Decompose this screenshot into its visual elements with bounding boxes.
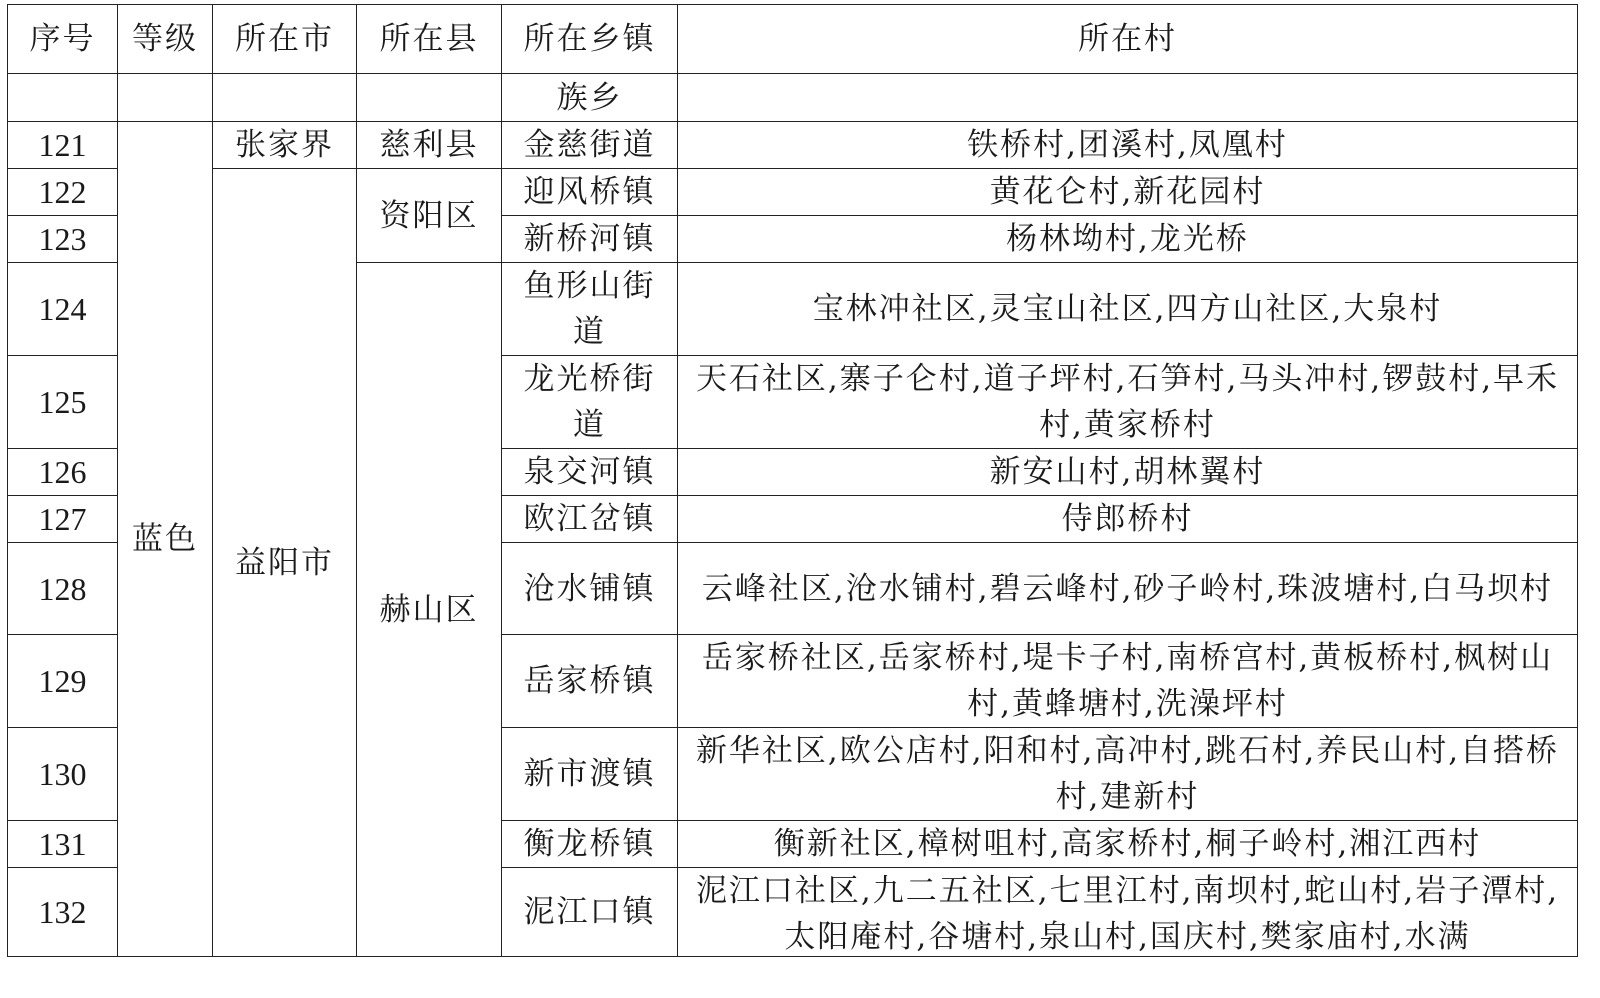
cell-town: 欧江岔镇 xyxy=(502,496,678,543)
cell-index: 124 xyxy=(8,263,118,356)
cell-villages: 云峰社区,沧水铺村,碧云峰村,砂子岭村,珠波塘村,白马坝村 xyxy=(678,543,1578,635)
cell-villages: 侍郎桥村 xyxy=(678,496,1578,543)
cell-index: 129 xyxy=(8,635,118,728)
cell-empty xyxy=(118,74,213,122)
header-level: 等级 xyxy=(118,5,213,74)
cell-villages: 新华社区,欧公店村,阳和村,高冲村,跳石村,养民山村,自搭桥村,建新村 xyxy=(678,728,1578,821)
cell-index: 121 xyxy=(8,122,118,169)
cell-index: 128 xyxy=(8,543,118,635)
continuation-row xyxy=(8,74,1578,122)
cell-villages: 铁桥村,团溪村,凤凰村 xyxy=(678,122,1578,169)
header-row xyxy=(8,5,1578,74)
table-row xyxy=(8,169,1578,216)
cell-county: 慈利县 xyxy=(357,122,502,169)
villages-text: 泥江口社区,九二五社区,七里江村,南坝村,蛇山村,岩子潭村,太阳庵村,谷塘村,泉山村,国庆村,樊家庙村,水满 xyxy=(695,873,1560,955)
cell-city: 张家界 xyxy=(213,122,357,169)
cell-villages: 衡新社区,樟树咀村,高家桥村,桐子岭村,湘江西村 xyxy=(678,821,1578,868)
cell-town: 龙光桥街道 xyxy=(502,356,678,449)
cell-town: 泥江口镇 xyxy=(502,868,678,957)
cell-town: 迎风桥镇 xyxy=(502,169,678,216)
header-county: 所在县 xyxy=(357,5,502,74)
cell-empty xyxy=(357,74,502,122)
cell-index: 126 xyxy=(8,449,118,496)
cell-index: 130 xyxy=(8,728,118,821)
cell-town: 族乡 xyxy=(502,74,678,122)
cell-town: 沧水铺镇 xyxy=(502,543,678,635)
cell-villages: 新安山村,胡林翼村 xyxy=(678,449,1578,496)
cell-villages: 天石社区,寨子仑村,道子坪村,石笋村,马头冲村,锣鼓村,早禾村,黄家桥村 xyxy=(678,356,1578,449)
cell-villages: 杨林坳村,龙光桥 xyxy=(678,216,1578,263)
cell-town: 新桥河镇 xyxy=(502,216,678,263)
cell-index: 122 xyxy=(8,169,118,216)
cell-villages xyxy=(678,868,1578,957)
cell-town: 衡龙桥镇 xyxy=(502,821,678,868)
cell-county: 赫山区 xyxy=(357,263,502,957)
cell-index: 131 xyxy=(8,821,118,868)
cell-villages: 宝林冲社区,灵宝山社区,四方山社区,大泉村 xyxy=(678,263,1578,356)
cell-empty xyxy=(678,74,1578,122)
cell-city: 益阳市 xyxy=(213,169,357,957)
header-village: 所在村 xyxy=(678,5,1578,74)
cell-town: 新市渡镇 xyxy=(502,728,678,821)
header-index: 序号 xyxy=(8,5,118,74)
cell-town: 鱼形山街道 xyxy=(502,263,678,356)
village-table xyxy=(7,4,1578,957)
table-row xyxy=(8,122,1578,169)
cell-villages: 岳家桥社区,岳家桥村,堤卡子村,南桥宫村,黄板桥村,枫树山村,黄蜂塘村,洗澡坪村 xyxy=(678,635,1578,728)
cell-town: 岳家桥镇 xyxy=(502,635,678,728)
cell-index: 132 xyxy=(8,868,118,957)
header-town: 所在乡镇 xyxy=(502,5,678,74)
cell-town: 金慈街道 xyxy=(502,122,678,169)
cell-index: 123 xyxy=(8,216,118,263)
cell-villages: 黄花仑村,新花园村 xyxy=(678,169,1578,216)
cell-county: 资阳区 xyxy=(357,169,502,263)
cell-index: 125 xyxy=(8,356,118,449)
header-city: 所在市 xyxy=(213,5,357,74)
cell-empty xyxy=(213,74,357,122)
cell-index: 127 xyxy=(8,496,118,543)
cell-empty xyxy=(8,74,118,122)
cell-town: 泉交河镇 xyxy=(502,449,678,496)
cell-level: 蓝色 xyxy=(118,122,213,957)
